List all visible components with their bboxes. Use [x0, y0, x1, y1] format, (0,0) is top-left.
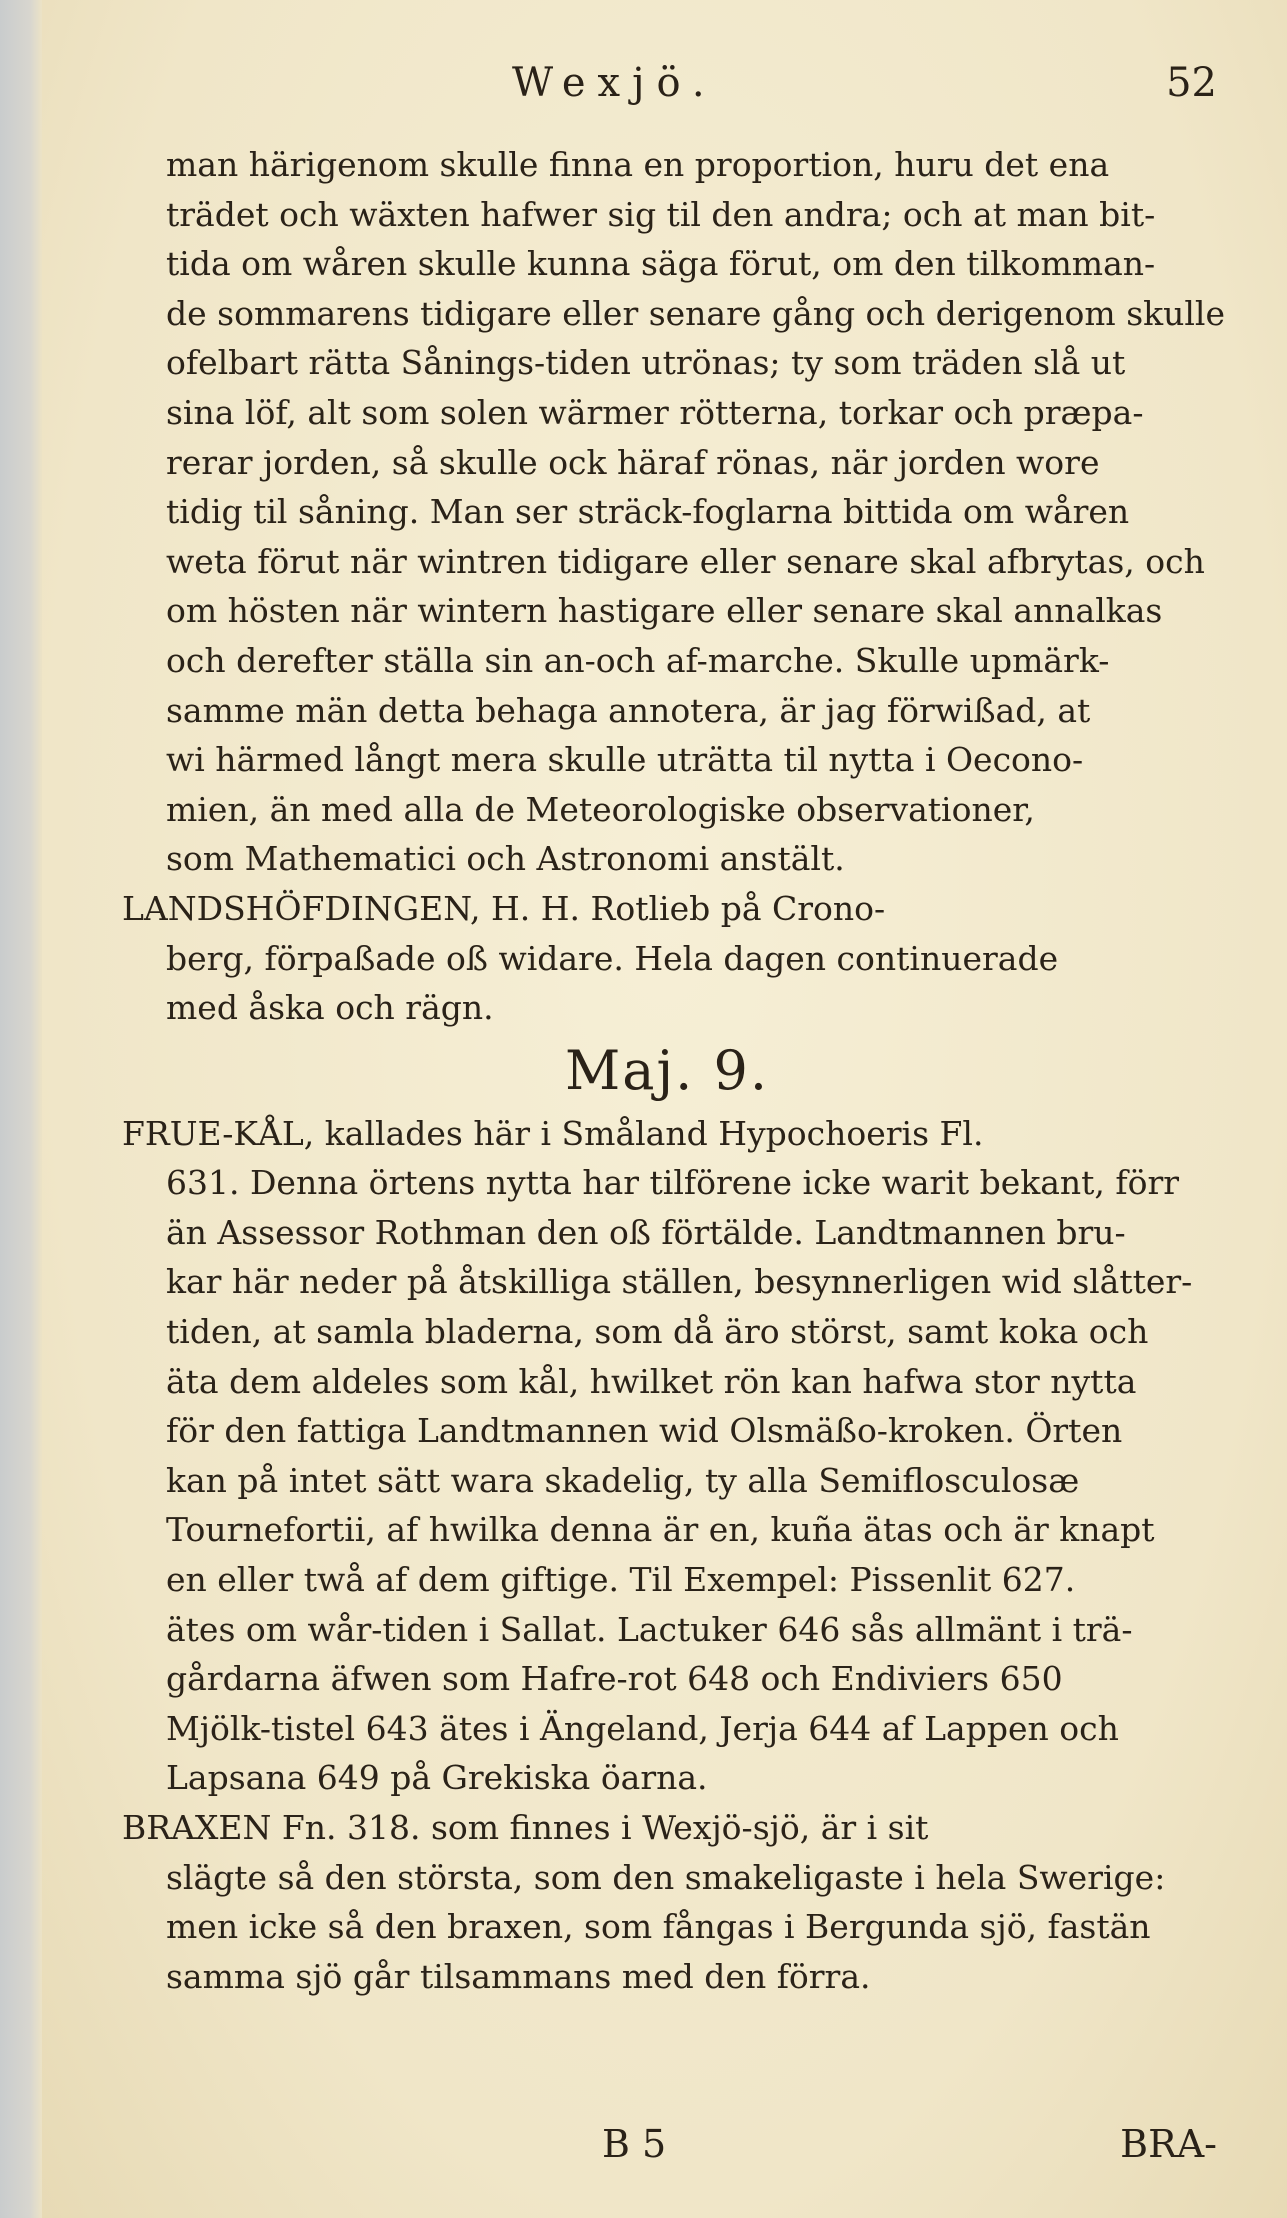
text-line: gårdarna äfwen som Hafre-rot 648 och Endiviers 650	[166, 1659, 1063, 1699]
text-line: Mjölk-tistel 643 ätes i Ängeland, Jerja 644 af Lappen och	[166, 1708, 1119, 1748]
text-line: som Mathematici och Astronomi anstält.	[166, 839, 845, 879]
text-line: rerar jorden, så skulle ock häraf rönas, när jorden wore	[166, 442, 1100, 482]
text-line: man härigenom skulle finna en proportion, huru det ena	[166, 145, 1110, 184]
signature-mark: B 5	[602, 2122, 667, 2166]
text-line: mien, än med alla de Meteorologiske observationer,	[166, 789, 1035, 829]
text-line: en eller twå af dem giftige. Til Exempel: Pissenlit 627.	[166, 1560, 1076, 1600]
text-line: slägte så den största, som den smakeligaste i hela Swerige:	[166, 1857, 1166, 1897]
date-heading: Maj. 9.	[564, 1038, 770, 1102]
text-line: berg, förpaßade oß widare. Hela dagen continuerade	[166, 938, 1059, 978]
text-line: tida om wåren skulle kunna säga förut, om den tilkomman-	[166, 244, 1156, 284]
text-line: med åska och rägn.	[166, 988, 494, 1028]
text-line: kan på intet sätt wara skadelig, ty alla Semiflosculosæ	[166, 1460, 1080, 1500]
running-title: Wexjö.	[512, 60, 717, 106]
text-line: 631. Denna örtens nytta har tilförene icke warit bekant, förr	[166, 1163, 1180, 1203]
text-line: kar här neder på åtskilliga ställen, besynnerligen wid slåtter-	[166, 1262, 1193, 1302]
text-line: men icke så den braxen, som fångas i Bergunda sjö, fastän	[166, 1907, 1151, 1947]
text-line: samme män detta behaga annotera, är jag förwißad, at	[166, 690, 1091, 730]
text-line: sina löf, alt som solen wärmer rötterna, torkar och præpa-	[166, 392, 1144, 432]
text-line: äta dem aldeles som kål, hwilket rön kan hafwa stor nytta	[166, 1361, 1137, 1401]
text-line: de sommarens tidigare eller senare gång och derigenom skulle	[166, 293, 1226, 333]
text-line: för den fattiga Landtmannen wid Olsmäßo-kroken. Örten	[166, 1411, 1123, 1451]
section-start-frue-kal: FRUE-KÅL, kallades här i Småland Hypochoeris Fl.	[122, 1113, 984, 1153]
text-line: tiden, at samla bladerna, som då äro störst, samt koka och	[166, 1312, 1149, 1352]
scan-edge	[0, 0, 42, 2218]
text-line: trädet och wäxten hafwer sig til den andra; och at man bit-	[166, 194, 1156, 234]
book-page	[42, 0, 1287, 2218]
section-start-landshofdingen: LANDSHÖFDINGEN, H. H. Rotlieb på Crono-	[122, 888, 886, 928]
catchword: BRA-	[1120, 2122, 1217, 2166]
text-line: Lapsana 649 på Grekiska öarna.	[166, 1758, 708, 1798]
text-line: än Assessor Rothman den oß förtälde. Landtmannen bru-	[166, 1212, 1126, 1252]
text-line: ofelbart rätta Sånings-tiden utrönas; ty som träden slå ut	[166, 343, 1126, 383]
page-number: 52	[1166, 60, 1217, 106]
section-start-braxen: BRAXEN Fn. 318. som finnes i Wexjö-sjö, är i sit	[122, 1808, 929, 1847]
text-line: Tournefortii, af hwilka denna är en, kuña ätas och är knapt	[166, 1510, 1155, 1550]
page-header	[42, 60, 1287, 120]
page-footer	[42, 2122, 1287, 2182]
text-line: ätes om wår-tiden i Sallat. Lactuker 646 sås allmänt i trä-	[166, 1609, 1133, 1649]
body-text	[82, 140, 1252, 2001]
text-line: wi härmed långt mera skulle uträtta til nytta i Oecono-	[166, 740, 1084, 780]
text-line: samma sjö går tilsammans med den förra.	[166, 1956, 871, 1996]
text-line: weta förut när wintren tidigare eller senare skal afbrytas, och	[166, 541, 1205, 581]
text-line: tidig til såning. Man ser sträck-foglarna bittida om wåren	[166, 492, 1130, 532]
text-line: och derefter ställa sin an-och af-marche. Skulle upmärk-	[166, 640, 1110, 680]
text-line: om hösten när wintern hastigare eller senare skal annalkas	[166, 591, 1163, 631]
